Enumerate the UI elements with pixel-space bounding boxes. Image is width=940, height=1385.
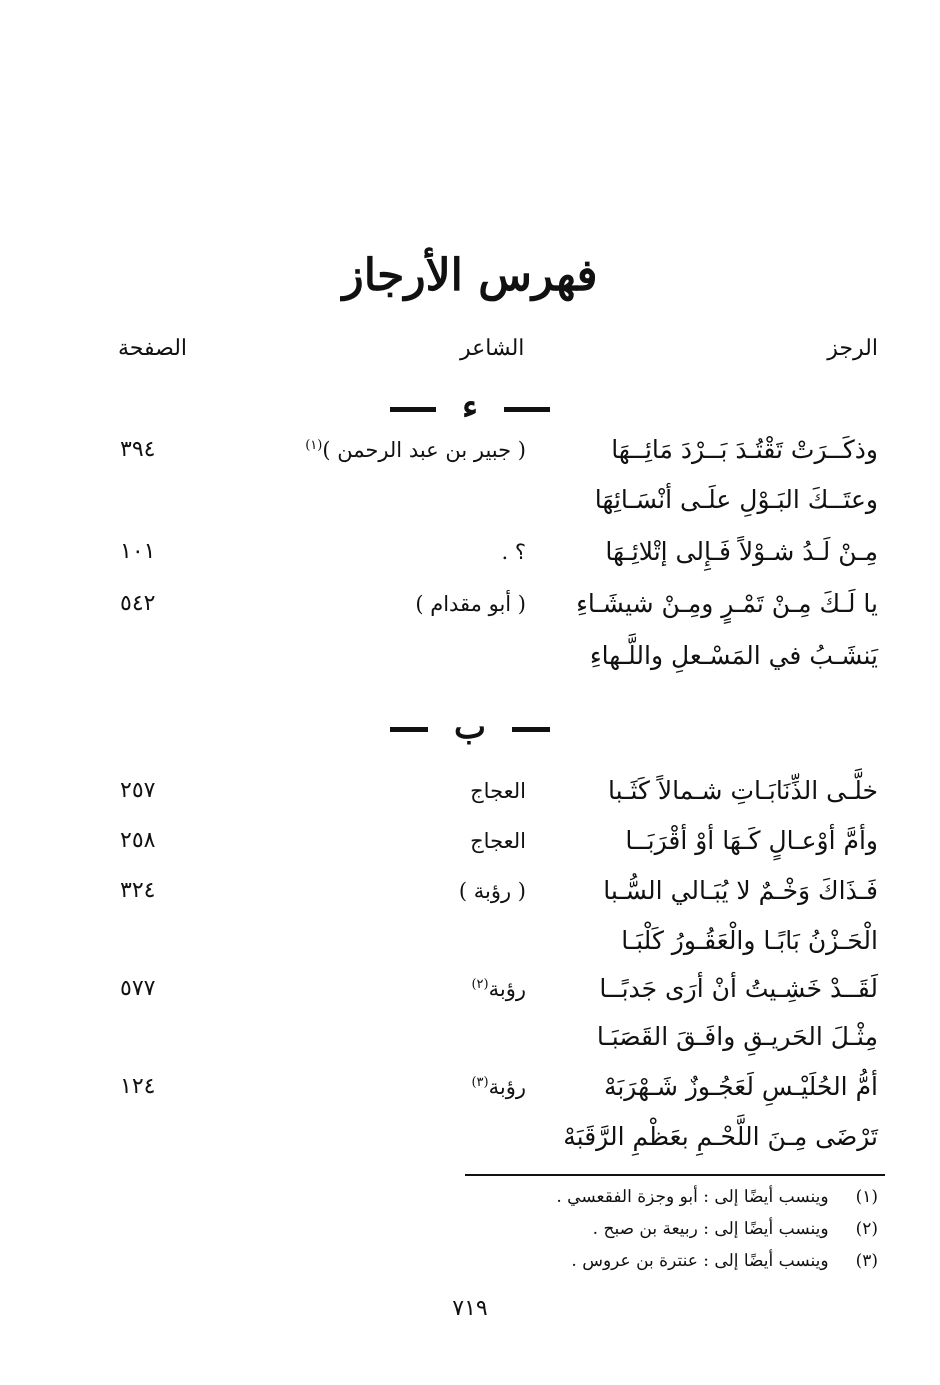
page-ref: ٥٤٢ xyxy=(120,591,156,616)
index-row xyxy=(0,475,940,525)
index-row xyxy=(0,916,940,966)
verse-text: وعتَــكَ البَـوْلِ علَـى أنْسَـائِهَا xyxy=(594,485,878,514)
poet-name: ( رؤبة ) xyxy=(458,879,526,903)
index-row xyxy=(0,1062,940,1112)
poet-text: ( جبير بن عبد الرحمن ) xyxy=(322,438,526,462)
verse-text: أمُّ الحُلَيْـسِ لَعَجُـوزٌ شَـهْرَبَهْ xyxy=(603,1072,878,1101)
header-verse: الرجز xyxy=(827,336,878,361)
verse-text: مِثْـلَ الحَريـقِ وافَـقَ القَصَبَـا xyxy=(596,1022,878,1051)
page-number: ٧١٩ xyxy=(452,1296,488,1321)
footnote-text: وينسب أيضًا إلى : ربيعة بن صبح . xyxy=(592,1219,829,1239)
footnote-ref: (٢) xyxy=(471,977,489,992)
verse-text: مِـنْ لَـدُ شـوْلاً فَـإِلى إتْلائِـهَا xyxy=(605,537,878,566)
verse-text: يَنشَـبُ في المَسْـعلِ واللَّـهاءِ xyxy=(589,641,878,670)
footnote-number: (١) xyxy=(855,1187,878,1207)
section-letter: ء xyxy=(462,387,478,427)
index-row xyxy=(0,527,940,577)
verse-text: فَـذَاكَ وَخْـمٌ لا يُبَـالي السُّـبا xyxy=(603,876,878,905)
page-ref: ٣٢٤ xyxy=(120,878,156,903)
footnote-divider xyxy=(465,1174,885,1176)
poet-name xyxy=(250,425,526,475)
footnote-text: وينسب أيضًا إلى : عنترة بن عروس . xyxy=(571,1251,829,1271)
footnote-number: (٢) xyxy=(855,1219,878,1239)
heading-dash xyxy=(504,407,550,412)
footnote-number: (٣) xyxy=(855,1251,878,1271)
footnote-ref: (٣) xyxy=(471,1075,489,1090)
verse-text: وأمَّ أوْعـالٍ كَـهَا أوْ أقْرَبَــا xyxy=(625,826,878,855)
page-ref: ٢٥٧ xyxy=(120,778,156,803)
index-row xyxy=(0,1112,940,1162)
verse-text: الْحَـزْنُ بَابًـا والْعَقُـورُ كَلْبَـا xyxy=(621,926,878,955)
index-row xyxy=(0,964,940,1014)
section-heading-baa xyxy=(0,707,940,747)
verse-text: وذكَــرَتْ تَقْتُـدَ بَــرْدَ مَائِــهَا xyxy=(611,435,878,464)
verse-text: يا لَـكَ مِـنْ تَمْـرٍ ومِـنْ شيشَـاءِ xyxy=(576,589,878,618)
poet-name xyxy=(250,1062,526,1112)
page-ref: ١٢٤ xyxy=(120,1074,156,1099)
index-row xyxy=(0,579,940,629)
heading-dash xyxy=(390,407,436,412)
page-ref: ٣٩٤ xyxy=(120,437,156,462)
section-heading-hamza xyxy=(0,387,940,427)
poet-name: العجاج xyxy=(470,779,526,803)
index-row xyxy=(0,425,940,475)
verse-text: لَقَــدْ خَشِـيتُ أنْ أرَى جَدبًــا xyxy=(599,974,878,1003)
footnote xyxy=(448,1246,878,1276)
index-row xyxy=(0,816,940,866)
page-title: فهرس الأرجاز xyxy=(342,250,598,301)
header-page: الصفحة xyxy=(118,336,188,361)
index-row xyxy=(0,866,940,916)
poet-name: ؟ . xyxy=(501,540,526,564)
page-ref: ١٠١ xyxy=(120,539,156,564)
footnote xyxy=(448,1182,878,1212)
poet-name: العجاج xyxy=(470,829,526,853)
footnote xyxy=(448,1214,878,1244)
heading-dash xyxy=(390,727,428,732)
poet-text: رؤبة xyxy=(488,1075,526,1099)
verse-text: خلَّـى الذِّنَابَـاتِ شـمالاً كَثَـبا xyxy=(608,776,878,805)
page-ref: ٥٧٧ xyxy=(120,976,156,1001)
footnote-ref: (١) xyxy=(305,438,323,453)
index-row xyxy=(0,631,940,681)
section-letter: ب xyxy=(453,707,486,747)
verse-text: تَرْضَى مِـنَ اللَّحْـمِ بعَظْمِ الرَّقَبَهْ xyxy=(563,1122,878,1151)
poet-name: ( أبو مقدام ) xyxy=(415,592,526,616)
index-row xyxy=(0,1012,940,1062)
poet-name xyxy=(250,964,526,1014)
header-poet: الشاعر xyxy=(460,336,525,361)
page-ref: ٢٥٨ xyxy=(120,828,156,853)
index-row xyxy=(0,766,940,816)
footnote-text: وينسب أيضًا إلى : أبو وجزة الفقعسي . xyxy=(556,1187,829,1207)
heading-dash xyxy=(512,727,550,732)
poet-text: رؤبة xyxy=(488,977,526,1001)
